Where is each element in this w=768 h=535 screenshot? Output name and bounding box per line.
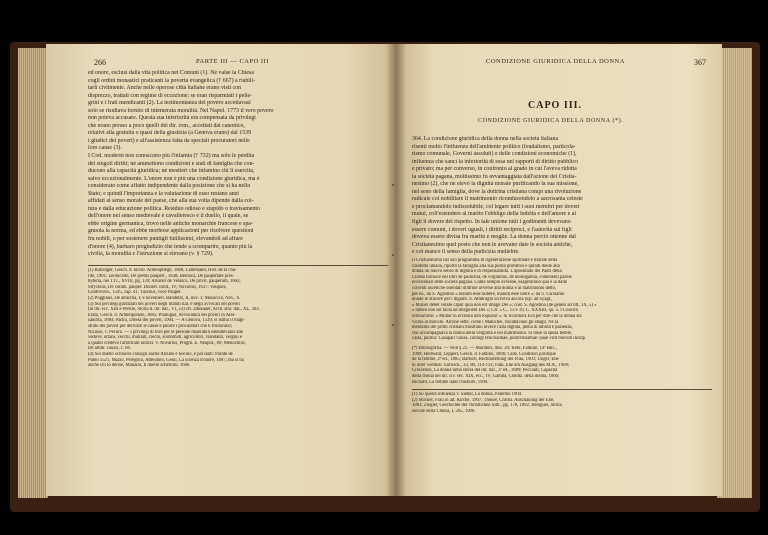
note-line: donde le sfavore per i digami. S. Ambrogio scriveva ancora (Ep. ad Syagr., [412, 297, 553, 303]
text-line: d'onore (4), barbaro pregiudizio che tende a scomparire, quanto più la [88, 243, 253, 250]
right-footnotes [412, 392, 712, 414]
note-line: condotta umana, riportò la famiglia alla sua purità primitiva e quindi diede alla [412, 263, 560, 269]
text-line: doveva essere divisa fra marito e moglie. La donna perciò ottenne dal [412, 234, 576, 241]
footnote-line: vedove, orfani, vecchi, mutilati, ciechi, sordomuti, agricoltori, viandanti, vergini e [88, 335, 242, 341]
text-line: dell'onore nel senso medievale e cavalleresco è il duello, il quale, se [88, 213, 249, 220]
footnote-line: (2) Pogginus, De amicitia, I; e novellieri. Bandello, II, nov. 1; Masuccio, Nov., 6. [88, 295, 241, 301]
chapter-title: CAPO III. [528, 100, 583, 111]
right-footnote-rule [412, 389, 712, 390]
note-line: « Mulier debet velare caput quia non est imago Dei »; cost. S. Agostino (de genesi ad litt., IX, 5) » [412, 302, 597, 308]
text-line: salvo eccezionalmente. L'onore non è più una condizione giuridica, ma è [88, 175, 260, 182]
text-line: ed onore, esclusi dalla vita politica nei Comuni (1). Nè valse la Chiesa [88, 70, 254, 76]
text-line: 364. La condizione giuridica della donna nella società italiana [412, 136, 559, 142]
left-body-text [88, 70, 388, 259]
footnote-line: sandria, 1884; Parini, Difesa dei poveri, 1904. — A Genova, 1539, si istituì il magi- [88, 318, 246, 324]
left-footnotes [88, 268, 388, 369]
text-line: considerato come affatto indipendente dalla posizione che si ha nello [88, 183, 251, 190]
note-line: Il Cristianesimo nel suo programma di rigenerazione spirituale e morale della [412, 258, 558, 263]
footnote-line: rité, 1901; Leonicello, De pretiis paupert., 1848; Beninca, De paupertate pres- [88, 273, 235, 279]
note-line: che accompagnava la donna nella verginità e nel matrimonio. Si tolse la sposa fedele, [412, 330, 573, 336]
chapter-subtitle: CONDIZIONE GIURIDICA DELLA DONNA (*). [478, 118, 624, 124]
footnote-line: De arbitr. causis, c. 66. [88, 346, 131, 352]
right-running-head: CONDIZIONE GIURIDICA DELLA DONNA [486, 58, 625, 65]
bibliography-line: della donna nel dir. civ. sec. XIX, ecc., IV; Gamba, Condiz. della donna, 1866; [412, 373, 560, 379]
text-line: I Cod. moderni non conoscono più l'infamia († 732) ma solo le perdita [88, 153, 255, 160]
note-line: casta, pudica: Casapari varias, coniugi felicissimae, pudicitissimae: quae virit mecum inculp. [412, 336, 587, 342]
text-line: relativi alla gratuità o quasi della giustizia (a Genova erano) dal 1539 [88, 130, 252, 137]
page-edges-right [717, 48, 752, 498]
text-line: fra nobili, o per sostenere puntigli futilissimi, elevandoli ad affare [88, 236, 243, 243]
text-line: essere comuni, i doveri uguali, i diritti reciproci, e l'autorità sui figli [412, 226, 572, 233]
footnote-line: byteria, nei TTJ., XVIII, pg. 139; Alvarez de Velasco, De privil. pauperum, 1663; [88, 279, 241, 285]
page-edges-left [18, 48, 48, 498]
right-page-number: 367 [694, 58, 706, 67]
note-line: vicina al diavolo. Alcune sette, come i Manichei, riscattavano gli sbagli. Ne la [412, 319, 559, 325]
text-line: tarli civilmente. Anche nelle operose città italiane erano visti con [88, 85, 242, 92]
footnote-line: a quanti credeva l'arbitrium iudicis: v. Novarius, Progm. E. Neapol., 89; Menochius, [88, 340, 246, 346]
text-line: disprezzo, trattati con regime di eccezione; se eran risparmiati i pelle- [88, 92, 253, 99]
footnote-line: (1) Su questa influenza v. Siebel, La donna, Palermo 1904. [412, 392, 523, 397]
book-gutter [386, 44, 406, 496]
text-line: e privato; ma per converso, in confronto al grado in cui l'aveva ridotta [412, 166, 577, 173]
text-line: risentì molto l'influenza dell'ambiente politico (feudalismo, particola- [412, 143, 576, 150]
left-page [46, 44, 396, 496]
text-line: radicale col nobilitare il matrimonio riconducendolo a sacrosanta celeste [412, 196, 583, 203]
footnote-line: (1) Ratzinger, Gesch. d. kirchl. Armenpflege, 1868; Lallemand, Hist. de la cha- [88, 268, 237, 273]
note-line: per es., da S. Agostino « bonum esse nubere, malum esse urere »; da S. Girolamo [412, 291, 565, 297]
note-line: ordinavano: « Mulier in ecclesia non loquatur ». Si ricordava Eva per dire che la donna sta [412, 313, 582, 319]
text-line: nel seno della famiglia, dove la dottrina cristiana compì una rivoluzione [412, 188, 582, 195]
text-line: cogli ordini monastici praticanti la povertà evangelica († 667) a riabili- [88, 77, 256, 84]
footnote-line: anche chi lo derise; Manzini, Il duello schernito, 1666. [88, 363, 191, 369]
bibliography-line: Richard, La femme dans l'histoire, 1909. [412, 379, 489, 385]
text-line: tura e dalla educazione politica. Residuo odioso e stupido o travisamento [88, 205, 260, 212]
footnote-line: (3) Sui privilegi giudiziali dei poveri negli Statuti ital. e negli avvocati dei poveri [88, 301, 241, 307]
text-line: che erano presso a poco quelli dei dir. rom., accettati dal canonico, [88, 122, 245, 129]
open-book [10, 30, 760, 510]
footnote-line: (in dir. ecc. XIII e Pertile, Storia d. dir. ital., VI, 23) cfr. Zdekauer, Arch. stor. ital., XL, 393. [88, 307, 260, 313]
footnote-line: strato dei poveri per derivare le cause e punire i procuratori che li frodavano; [88, 323, 233, 329]
note-line: « tamen non est facta ad imaginem Dei »; Cfr. « C., 13 e 19, C. XXXIII, qu. 5. I Concilii [412, 308, 579, 314]
text-line: dei singoli diritti; nè ammettono condizioni e stati di famiglia che con- [88, 160, 255, 167]
text-line: non poteva accusare. Questa sua inferiorità era compensata da privilegi [88, 115, 256, 122]
footnote-line: 1881; Ziegler, Geschichte der christlichen Sittl., pg. 178, 1892; Beniguel, Storia [412, 403, 562, 409]
bibliography-line: (*) Bibliografia. — Vedi § 22. — Muratori, diss. 20; Kehr, Familie, 14ª edic., [412, 346, 557, 351]
footnote-line: Controvers., 1595, cap. 41; Tuschus, voce Pauper. [88, 290, 182, 296]
text-line: e coi mancò il senso della pudicizia muliebre. [412, 249, 520, 256]
right-body-text [412, 136, 712, 257]
note-line: eccezionali delle società pagana. Come sempre avviene, esagerarono qua e là dalle [412, 280, 568, 286]
note-line: Chiesa fornisce nei libri de pudicitia, de virginibus, de monogamia, contenenti parole [412, 274, 572, 280]
footnote-line: Erata, Gesch. d. Armenpolizei, 1885; Pitalugua, Avvocatura dei poveri in Ales- [88, 312, 236, 318]
left-running-head: PARTE III — CAPO III [196, 58, 269, 65]
footnote-line: Nicasio, v. Pecoro. — I privilegi di foro per le persone miserabili estendevansi alle [88, 329, 244, 335]
bibliography [412, 346, 712, 385]
text-line: influenza che sancì la inferiorità di essa nei rapporti di diritto pubblico [412, 158, 579, 165]
text-line: i giudici dei poveri) e all'assistenza fatta da speciali procuratori nelle [88, 137, 250, 144]
right-note-text [412, 258, 712, 342]
note-line: donna un nuovo senso di dignità e di responsabilità. L'apostolato dei Padri della [412, 269, 562, 275]
right-page [396, 44, 722, 496]
footnote-line: Strychius, De curam. pauper. Dissert. iurid., IV; Novarius, 1637; Vasquez, [88, 284, 227, 290]
footnote-line: (2) Stocker, Frau in alt. Kirche, 1907; Thöner, Christl. Anschauung der Ehe, [412, 397, 555, 403]
text-line: affidati al senso morale del paese, che alla sua volta dipende dalla col- [88, 198, 254, 205]
note-line: correnti ascetiche orientali dottrine avverse alla donna e al matrimonio detto, [412, 285, 557, 291]
bibliography-line: in ihrer welthist. Entwick., 33, 88, 114-131; Falk, Ehe am Ausgang des M.A., 1908; [412, 362, 570, 368]
bibliography-line: 1909; Hellwald, Leppert, Gesch. d. Familie, 1886; Gide, Condition juridique [412, 351, 556, 357]
text-line: Cristianesimo quel posto che non le avevano date le società antiche, [412, 241, 573, 248]
left-footnote-rule [88, 265, 388, 266]
footnote-line: sociale della Chiesa, I, 265, 1906. [412, 408, 476, 414]
text-line: loro cause (3). [88, 145, 122, 152]
text-line: mutui, coll'estendere al marito l'obbligo della fedeltà e dell'amore e ai [412, 211, 576, 218]
footnote-line: (4) Sul duello scrissero consigli anche Alciato e Socino, e poi tanti: Paride de [88, 351, 233, 357]
text-line: solo se risultava fornito di intemerata moralità. Nel Napol. 1773 il vero povero [88, 107, 274, 114]
left-page-number: 266 [94, 58, 106, 67]
text-line: civiltà, la moralità e l'istruzione si elevano (v. § 729). [88, 251, 214, 258]
text-line: e proclamandolo indissolubile, col legare tutti i suoi membri per doveri [412, 203, 580, 210]
text-line: nesimo (2), che ne elevò la dignità morale purificando la sua missione, [412, 181, 579, 188]
note-line: mentalità dei primi cristiani mostrano invece l'alta dignità, piena di umiltà e pazienza, [412, 325, 573, 331]
text-line: la società pagana, moltissimo fu avvantaggiata dall'azione del Cristia- [412, 173, 577, 180]
footnote-line: Puteo 1521, Mazio, Peregrini, Attendolo, Gessi, La scienza d'onore, 1687; ma si ha [88, 357, 244, 363]
bibliography-line: Crescenzo, La donna nella storia del dir. ital., 3ª ed., 1889; Peccanti, Capacità [412, 368, 558, 374]
text-line: gnuola la norma, ed ebbe morbose applicazioni per risolvere questioni [88, 228, 254, 235]
text-line: figli il dovere del rispetto. In tale unione tutti i godimenti devevano [412, 219, 571, 226]
text-line: ducono alla capacità giuridica; nè mestieri che infamino chi li esercita, [88, 168, 255, 175]
text-line: ebbe origine germanica, trovò nelle antiche monarchie francese e spa- [88, 220, 253, 227]
text-line: Stato; e quindi l'importanza e la valutazione di esso restano anzi [88, 190, 239, 197]
text-line: grini e i frati mendicanti (2). La testimonianza del povero accettavasi [88, 100, 251, 107]
text-line: rismo comunale, Governi assoluti) e delle condizioni economiche (1), [412, 151, 577, 158]
bibliography-line: de la femme, 2ª ed., 1885; Bartsch, Rechtsstellung der Frau, 1903; Unger, Ehe [412, 357, 559, 363]
